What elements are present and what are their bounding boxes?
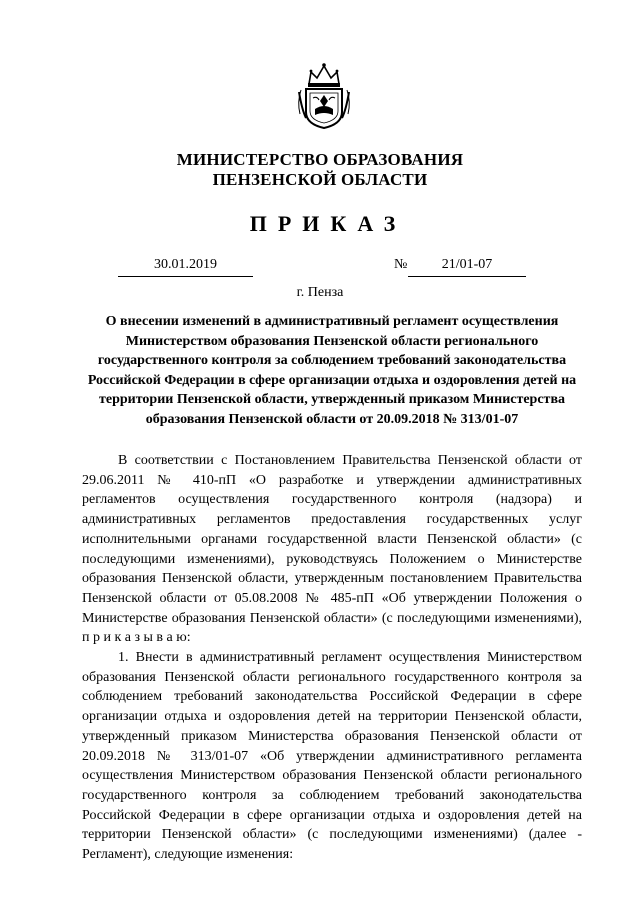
coat-of-arms-icon xyxy=(295,62,353,130)
ministry-name xyxy=(0,150,640,190)
order-body xyxy=(82,451,582,865)
order-subject: О внесении изменений в административный регламент осуществления Министерством образования Пензенской области регионального государственного контроля за соблюдением требований законодательства Российской Федерации в сфере организации отдыха и оздоровления детей на территории Пензенской области, утвержденный приказом Министерства образования Пензенской области от 20.09.2018 № 313/01-07 xyxy=(87,314,577,427)
body-paragraph-2: 1. Внести в административный регламент осуществления Министерством образования Пензенской области регионального государственного контроля за соблюдением требований законодательства Российской Федерации в сфере организации отдыха и оздоровления детей на территории Пензенской области, утвержденный приказом Министерства образования Пензенской области от 20.09.2018 № 313/01-07 «Об утверждении административного регламента осуществления Министерством образования Пензенской области регионального государственного контроля за соблюдением требований законодательства Российской Федерации в сфере организации отдыха и оздоровления детей на территории Пензенской области» (с последующими изменениями) (далее - Регламент), следующие изменения: xyxy=(82,650,582,863)
body-paragraph-1: В соответствии с Постановлением Правительства Пензенской области от 29.06.2011 № 410-пП «О разработке и утверждении административных регламентов осуществления государственного контроля (надзора) и административных регламентов предоставления государственных услуг исполнительными органами государственной власти Пензенской области» (с последующими изменениями), руководствуясь Положением о Министерстве образования Пензенской области, утвержденным постановлением Правительства Пензенской области от 05.08.2008 № 485-пП «Об утверждении Положения о Министерстве образования Пензенской области» (с последующими изменениями), п р и к а з ы в а ю: xyxy=(82,453,582,646)
ministry-line-1: МИНИСТЕРСТВО ОБРАЗОВАНИЯ xyxy=(176,150,464,169)
order-title: ПРИКАЗ xyxy=(249,211,407,236)
order-date: 30.01.2019 xyxy=(118,257,253,277)
ministry-line-2: ПЕНЗЕНСКОЙ ОБЛАСТИ xyxy=(212,170,428,189)
order-number: 21/01-07 xyxy=(408,257,526,277)
number-sign: № xyxy=(394,257,408,272)
city: г. Пенза xyxy=(296,285,344,300)
